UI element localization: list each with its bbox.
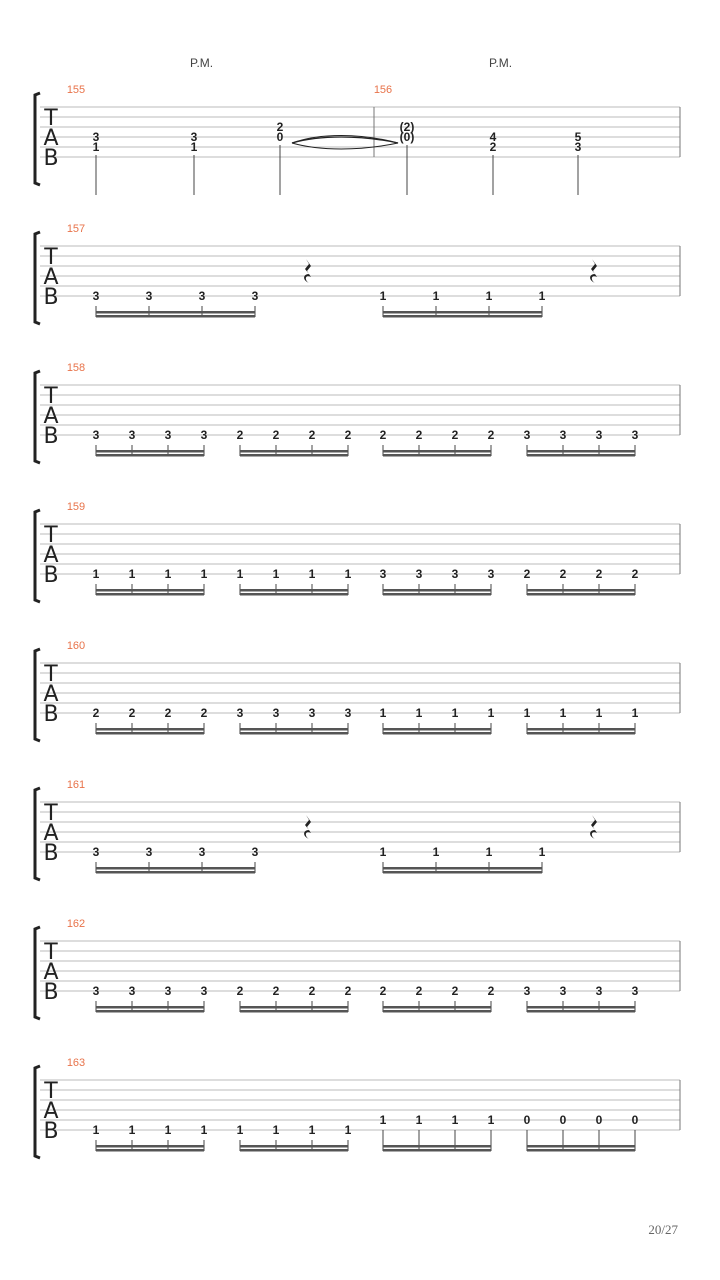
fret-number: 2 bbox=[451, 984, 459, 998]
tab-clef-letter: B bbox=[43, 841, 59, 866]
beam-line bbox=[383, 732, 491, 735]
fret-number: 2 bbox=[236, 984, 244, 998]
fret-number: 4 bbox=[489, 130, 497, 144]
fret-number: 3 bbox=[92, 845, 100, 859]
fret-number: 3 bbox=[559, 984, 567, 998]
tab-clef-letter: A bbox=[43, 960, 59, 985]
tab-clef-letter: T bbox=[44, 384, 58, 409]
fret-number: 1 bbox=[200, 567, 208, 581]
beam-line bbox=[96, 867, 255, 870]
beam-line bbox=[527, 1006, 635, 1009]
fret-number: 0 bbox=[631, 1113, 639, 1127]
measure-number: 159 bbox=[66, 501, 86, 513]
fret-number: 1 bbox=[523, 706, 531, 720]
tab-clef-letter: A bbox=[43, 682, 59, 707]
fret-number: 3 bbox=[344, 706, 352, 720]
beam-line bbox=[383, 311, 542, 314]
fret-number: 1 bbox=[92, 567, 100, 581]
fret-number: 1 bbox=[379, 1113, 387, 1127]
beam-line bbox=[383, 593, 491, 596]
fret-number: 3 bbox=[574, 140, 582, 154]
fret-number: 3 bbox=[92, 130, 100, 144]
measure-number: 158 bbox=[66, 362, 86, 374]
page-number: 20/27 bbox=[648, 1222, 678, 1237]
beam-line bbox=[240, 1149, 348, 1152]
fret-number: 3 bbox=[92, 428, 100, 442]
system-bracket bbox=[35, 232, 40, 324]
tab-clef-letter: B bbox=[43, 563, 59, 588]
beam-line bbox=[383, 867, 542, 870]
beam-line bbox=[383, 1149, 491, 1152]
fret-number: 1 bbox=[487, 1113, 495, 1127]
fret-number: (2) bbox=[399, 120, 415, 134]
fret-number: 1 bbox=[308, 1123, 316, 1137]
beam-line bbox=[240, 728, 348, 731]
beam-line bbox=[240, 589, 348, 592]
beam-line bbox=[383, 450, 491, 453]
tab-staff-system bbox=[35, 788, 680, 880]
fret-number: 1 bbox=[92, 140, 100, 154]
beam-line bbox=[240, 1145, 348, 1148]
fret-number: 2 bbox=[272, 984, 280, 998]
fret-number: 1 bbox=[415, 706, 423, 720]
fret-number: 0 bbox=[523, 1113, 531, 1127]
fret-number: 0 bbox=[595, 1113, 603, 1127]
beam-line bbox=[383, 1010, 491, 1013]
fret-number: 3 bbox=[236, 706, 244, 720]
fret-number: 1 bbox=[487, 706, 495, 720]
fret-number: 3 bbox=[595, 984, 603, 998]
fret-number: 2 bbox=[559, 567, 567, 581]
beam-line bbox=[527, 450, 635, 453]
quarter-rest-symbol bbox=[590, 259, 597, 283]
fret-number: 0 bbox=[559, 1113, 567, 1127]
tab-clef-letter: B bbox=[43, 146, 59, 171]
beam-line bbox=[96, 1145, 204, 1148]
tab-clef-letter: B bbox=[43, 1119, 59, 1144]
beam-line bbox=[527, 1149, 635, 1152]
fret-number: 1 bbox=[485, 289, 493, 303]
system-bracket bbox=[35, 649, 40, 741]
beam-line bbox=[96, 1010, 204, 1013]
beam-line bbox=[96, 1149, 204, 1152]
fret-number: 2 bbox=[276, 120, 284, 134]
system-bracket bbox=[35, 1066, 40, 1158]
fret-number: 3 bbox=[200, 428, 208, 442]
fret-number: 1 bbox=[128, 1123, 136, 1137]
fret-number: 2 bbox=[236, 428, 244, 442]
fret-number: 1 bbox=[236, 1123, 244, 1137]
beam-line bbox=[96, 593, 204, 596]
fret-number: 3 bbox=[190, 130, 198, 144]
tab-clef-letter: T bbox=[44, 662, 58, 687]
tab-clef-letter: T bbox=[44, 245, 58, 270]
fret-number: 2 bbox=[272, 428, 280, 442]
beam-line bbox=[240, 593, 348, 596]
fret-number: 2 bbox=[489, 140, 497, 154]
beam-line bbox=[96, 871, 255, 874]
fret-number: 3 bbox=[128, 428, 136, 442]
beam-line bbox=[383, 589, 491, 592]
fret-number: 1 bbox=[631, 706, 639, 720]
beam-line bbox=[383, 1145, 491, 1148]
system-bracket bbox=[35, 510, 40, 602]
tab-clef-letter: A bbox=[43, 1099, 59, 1124]
beam-line bbox=[527, 1010, 635, 1013]
measure-number: 156 bbox=[373, 84, 393, 96]
fret-number: 3 bbox=[595, 428, 603, 442]
measure-number: 163 bbox=[66, 1057, 86, 1069]
beam-line bbox=[96, 589, 204, 592]
tab-clef-letter: T bbox=[44, 106, 58, 131]
beam-line bbox=[240, 1010, 348, 1013]
fret-number: (0) bbox=[399, 130, 415, 144]
fret-number: 3 bbox=[523, 428, 531, 442]
measure-number: 162 bbox=[66, 918, 86, 930]
tab-clef-letter: A bbox=[43, 265, 59, 290]
fret-number: 2 bbox=[308, 984, 316, 998]
fret-number: 1 bbox=[200, 1123, 208, 1137]
beam-line bbox=[240, 1006, 348, 1009]
quarter-rest-symbol bbox=[304, 815, 311, 839]
measure-number: 161 bbox=[66, 779, 86, 791]
quarter-rest-symbol bbox=[590, 815, 597, 839]
fret-number: 3 bbox=[451, 567, 459, 581]
fret-number: 1 bbox=[344, 567, 352, 581]
tab-staff-system bbox=[35, 93, 680, 185]
fret-number: 2 bbox=[631, 567, 639, 581]
tab-clef-letter: T bbox=[44, 940, 58, 965]
fret-number: 3 bbox=[251, 845, 259, 859]
fret-number: 1 bbox=[595, 706, 603, 720]
fret-number: 3 bbox=[145, 845, 153, 859]
tab-clef-letter: B bbox=[43, 424, 59, 449]
beam-line bbox=[527, 1145, 635, 1148]
fret-number: 3 bbox=[272, 706, 280, 720]
fret-number: 1 bbox=[272, 1123, 280, 1137]
tab-clef-letter: A bbox=[43, 126, 59, 151]
fret-number: 3 bbox=[164, 984, 172, 998]
fret-number: 3 bbox=[92, 984, 100, 998]
system-bracket bbox=[35, 93, 40, 185]
beam-line bbox=[96, 311, 255, 314]
fret-number: 2 bbox=[523, 567, 531, 581]
fret-number: 2 bbox=[344, 428, 352, 442]
system-bracket bbox=[35, 371, 40, 463]
beam-line bbox=[96, 728, 204, 731]
fret-number: 1 bbox=[308, 567, 316, 581]
fret-number: 1 bbox=[415, 1113, 423, 1127]
beam-line bbox=[96, 315, 255, 318]
fret-number: 3 bbox=[559, 428, 567, 442]
fret-number: 2 bbox=[379, 984, 387, 998]
fret-number: 3 bbox=[631, 428, 639, 442]
fret-number: 1 bbox=[432, 289, 440, 303]
fret-number: 1 bbox=[485, 845, 493, 859]
fret-number: 2 bbox=[415, 428, 423, 442]
fret-number: 1 bbox=[92, 1123, 100, 1137]
fret-number: 1 bbox=[236, 567, 244, 581]
fret-number: 1 bbox=[451, 1113, 459, 1127]
fret-number: 3 bbox=[164, 428, 172, 442]
fret-number: 0 bbox=[276, 130, 284, 144]
measure-number: 160 bbox=[66, 640, 86, 652]
beam-line bbox=[383, 454, 491, 457]
tab-clef-letter: A bbox=[43, 821, 59, 846]
beam-line bbox=[527, 593, 635, 596]
fret-number: 3 bbox=[631, 984, 639, 998]
fret-number: 3 bbox=[145, 289, 153, 303]
fret-number: 2 bbox=[415, 984, 423, 998]
beam-line bbox=[383, 1006, 491, 1009]
fret-number: 2 bbox=[595, 567, 603, 581]
fret-number: 1 bbox=[344, 1123, 352, 1137]
beam-line bbox=[240, 450, 348, 453]
fret-number: 2 bbox=[487, 428, 495, 442]
tab-clef-letter: A bbox=[43, 404, 59, 429]
fret-number: 3 bbox=[415, 567, 423, 581]
fret-number: 1 bbox=[379, 289, 387, 303]
fret-number: 2 bbox=[92, 706, 100, 720]
beam-line bbox=[383, 871, 542, 874]
fret-number: 3 bbox=[200, 984, 208, 998]
fret-number: 1 bbox=[538, 845, 546, 859]
tab-clef-letter: T bbox=[44, 1079, 58, 1104]
fret-number: 3 bbox=[308, 706, 316, 720]
tab-clef-letter: T bbox=[44, 523, 58, 548]
tie-curve bbox=[292, 137, 398, 143]
fret-number: 1 bbox=[190, 140, 198, 154]
fret-number: 2 bbox=[487, 984, 495, 998]
fret-number: 3 bbox=[198, 289, 206, 303]
beam-line bbox=[240, 732, 348, 735]
fret-number: 1 bbox=[128, 567, 136, 581]
fret-number: 3 bbox=[379, 567, 387, 581]
tab-clef-letter: B bbox=[43, 285, 59, 310]
beam-line bbox=[96, 454, 204, 457]
fret-number: 1 bbox=[538, 289, 546, 303]
fret-number: 2 bbox=[308, 428, 316, 442]
fret-number: 1 bbox=[432, 845, 440, 859]
beam-line bbox=[240, 454, 348, 457]
fret-number: 3 bbox=[92, 289, 100, 303]
fret-number: 3 bbox=[198, 845, 206, 859]
beam-line bbox=[383, 315, 542, 318]
beam-line bbox=[527, 454, 635, 457]
palm-mute-label: P.M. bbox=[489, 56, 513, 70]
fret-number: 2 bbox=[128, 706, 136, 720]
fret-number: 3 bbox=[128, 984, 136, 998]
beam-line bbox=[527, 732, 635, 735]
tab-clef-letter: A bbox=[43, 543, 59, 568]
fret-number: 3 bbox=[523, 984, 531, 998]
fret-number: 3 bbox=[487, 567, 495, 581]
beam-line bbox=[527, 589, 635, 592]
quarter-rest-symbol bbox=[304, 259, 311, 283]
beam-line bbox=[96, 450, 204, 453]
fret-number: 2 bbox=[379, 428, 387, 442]
system-bracket bbox=[35, 788, 40, 880]
tab-clef-letter: B bbox=[43, 980, 59, 1005]
fret-number: 1 bbox=[559, 706, 567, 720]
tab-clef-letter: T bbox=[44, 801, 58, 826]
fret-number: 1 bbox=[272, 567, 280, 581]
tab-clef-letter: B bbox=[43, 702, 59, 727]
fret-number: 2 bbox=[200, 706, 208, 720]
fret-number: 1 bbox=[451, 706, 459, 720]
beam-line bbox=[527, 728, 635, 731]
beam-line bbox=[96, 1006, 204, 1009]
measure-number: 155 bbox=[66, 84, 86, 96]
fret-number: 2 bbox=[451, 428, 459, 442]
fret-number: 2 bbox=[164, 706, 172, 720]
palm-mute-label: P.M. bbox=[190, 56, 214, 70]
measure-number: 157 bbox=[66, 223, 86, 235]
fret-number: 2 bbox=[344, 984, 352, 998]
system-bracket bbox=[35, 927, 40, 1019]
fret-number: 1 bbox=[164, 1123, 172, 1137]
fret-number: 5 bbox=[574, 130, 582, 144]
fret-number: 1 bbox=[164, 567, 172, 581]
fret-number: 3 bbox=[251, 289, 259, 303]
tab-staff-system bbox=[35, 232, 680, 324]
fret-number: 1 bbox=[379, 706, 387, 720]
beam-line bbox=[383, 728, 491, 731]
beam-line bbox=[96, 732, 204, 735]
fret-number: 1 bbox=[379, 845, 387, 859]
